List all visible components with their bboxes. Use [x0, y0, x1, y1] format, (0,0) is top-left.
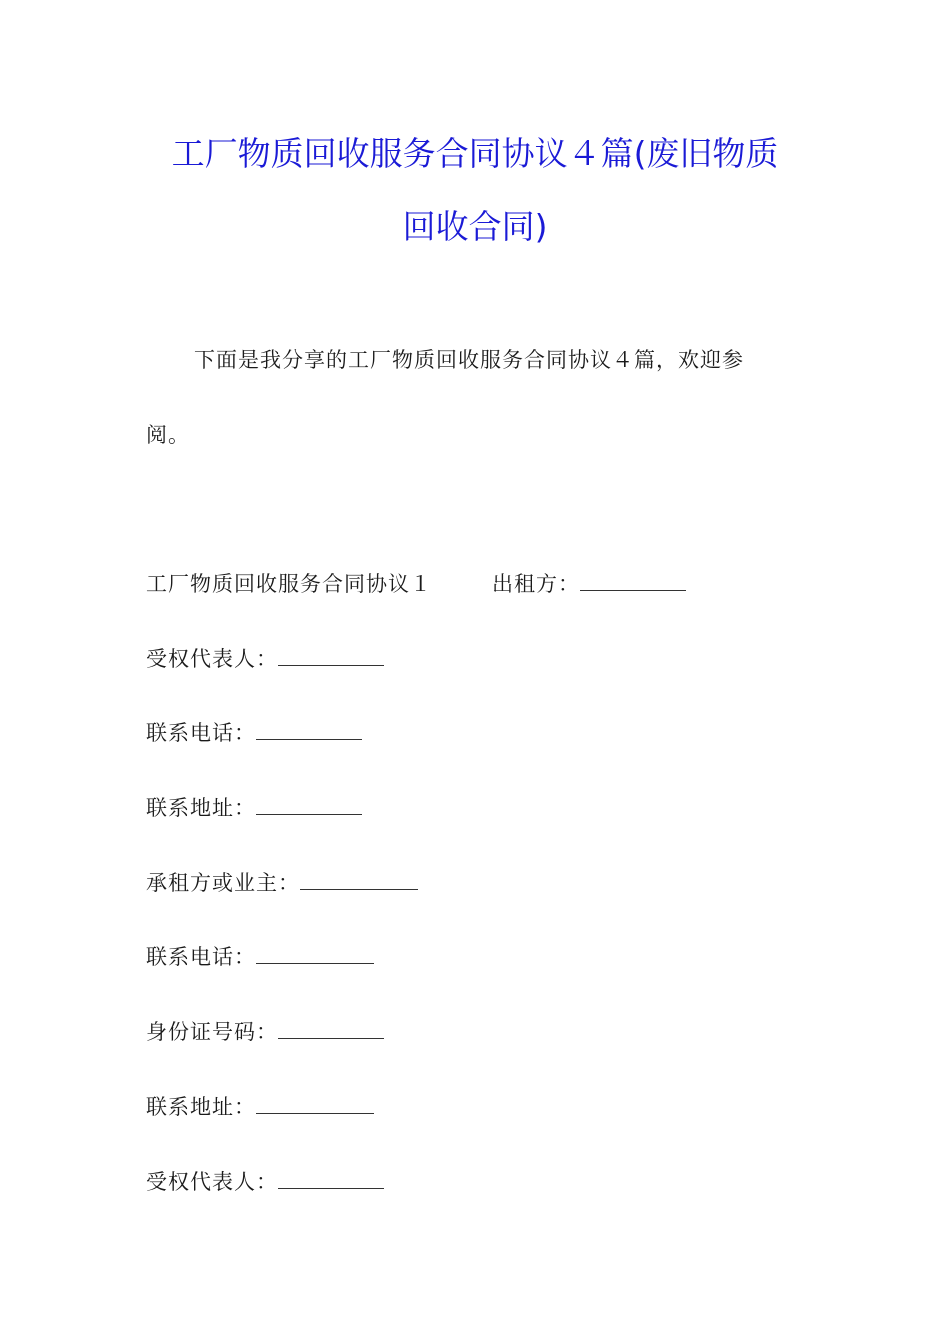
field-label-lessor: 出租方：: [492, 572, 580, 596]
field-blank: [278, 1020, 384, 1039]
field-label: 身份证号码：: [146, 1020, 278, 1044]
field-blank: [256, 945, 374, 964]
field-row-authorized-rep-2: [146, 1168, 384, 1196]
field-label: 联系电话：: [146, 945, 256, 969]
intro-paragraph-line-2: 阅。: [146, 423, 190, 447]
field-label: 受权代表人：: [146, 1170, 278, 1194]
field-row-lessee: [146, 869, 418, 897]
intro-paragraph-line-1: 下面是我分享的工厂物质回收服务合同协议４篇，欢迎参: [194, 348, 744, 372]
field-label: 联系地址：: [146, 1095, 256, 1119]
contract-heading-row: [146, 570, 686, 598]
field-blank: [300, 871, 418, 890]
field-row-id-number: [146, 1018, 384, 1046]
field-row-authorized-rep-1: [146, 645, 384, 673]
field-label: 联系地址：: [146, 796, 256, 820]
field-label: 受权代表人：: [146, 647, 278, 671]
field-blank: [256, 796, 362, 815]
field-row-phone-2: [146, 943, 374, 971]
field-blank: [278, 1170, 384, 1189]
field-blank: [256, 1095, 374, 1114]
field-blank-lessor: [580, 572, 686, 591]
field-row-phone-1: [146, 719, 362, 747]
document-title-line-2: 回收合同): [402, 207, 548, 246]
field-row-address-1: [146, 794, 362, 822]
field-blank: [256, 721, 362, 740]
document-title-line-1: 工厂物质回收服务合同协议４篇(废旧物质: [171, 134, 779, 173]
field-row-address-2: [146, 1093, 374, 1121]
field-label: 承租方或业主：: [146, 871, 300, 895]
field-label: 联系电话：: [146, 721, 256, 745]
contract-heading: 工厂物质回收服务合同协议１: [146, 572, 432, 596]
field-blank: [278, 647, 384, 666]
